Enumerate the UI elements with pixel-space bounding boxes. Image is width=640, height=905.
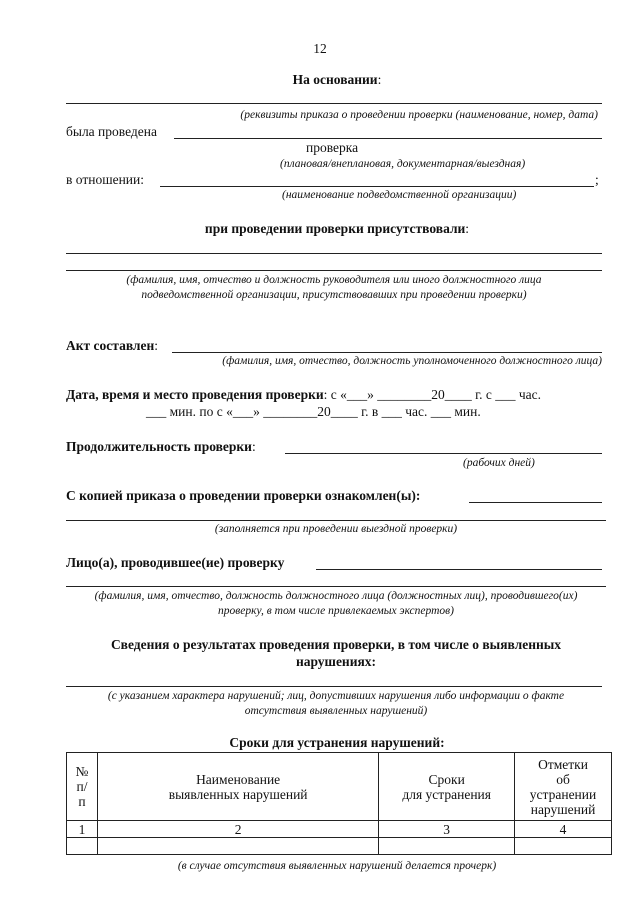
inspector-line-full (66, 586, 606, 587)
present-line-1 (66, 253, 602, 254)
conducted-label: была проведена (66, 124, 157, 139)
inspector-label: Лицо(а), проводившее(ие) проверку (66, 555, 285, 570)
basis-line (66, 103, 602, 104)
table-row (67, 838, 612, 855)
conducted-word: проверка (306, 140, 359, 155)
basis-caption: (реквизиты приказа о проведении проверки (наименование, номер, дата) (240, 109, 598, 121)
col-header-marks: Отметки об устранении нарушений (515, 753, 612, 821)
table-cell: 2 (97, 821, 378, 838)
violations-table (66, 752, 612, 855)
datetime-line-1: Дата, время и место проведения проверки: с «___» ________20____ г. с ___ час. (66, 387, 542, 402)
inspector-caption-2: проверку, в том числе привлекаемых экспертов) (218, 605, 454, 617)
present-caption-1: (фамилия, имя, отчество и должность руководителя или иного должностного лица (126, 274, 542, 286)
inspector-line (316, 569, 602, 570)
table-cell[interactable] (379, 838, 515, 855)
regarding-caption: (наименование подведомственной организации) (282, 189, 517, 201)
conducted-caption: (плановая/внеплановая, документарная/выездная) (280, 158, 526, 170)
act-caption: (фамилия, имя, отчество, должность уполномоченного должностного лица) (222, 355, 602, 367)
duration-label: Продолжительность проверки: (66, 439, 256, 454)
basis-heading: На основании: (292, 72, 382, 87)
table-cell: 4 (515, 821, 612, 838)
duration-caption: (рабочих дней) (463, 457, 535, 469)
order-copy-label: С копией приказа о проведении проверки ознакомлен(ы): (66, 488, 421, 503)
datetime-line-2: ___ мин. по с «___» ________20____ г. в ___ час. ___ мин. (146, 404, 481, 419)
results-line (66, 686, 602, 687)
col-header-number: № п/ п (67, 753, 98, 821)
present-caption-2: подведомственной организации, присутствовавших при проведении проверки) (141, 289, 527, 301)
duration-line (285, 453, 602, 454)
present-line-2 (66, 270, 602, 271)
table-cell: 3 (379, 821, 515, 838)
results-heading-2: нарушениях: (295, 654, 377, 669)
results-caption-1: (с указанием характера нарушений; лиц, допустивших нарушения либо информации о факте (107, 690, 565, 702)
regarding-semicolon: ; (595, 172, 599, 187)
regarding-line (160, 186, 594, 187)
col-header-term: Сроки для устранения (379, 753, 515, 821)
act-line (172, 352, 602, 353)
table-cell[interactable] (515, 838, 612, 855)
table-header-row (67, 753, 612, 821)
page-number: 12 (313, 41, 327, 56)
table-cell[interactable] (97, 838, 378, 855)
inspector-caption-1: (фамилия, имя, отчество, должность должностного лица (должностных лиц), проводившего(их) (94, 590, 578, 602)
col-header-name: Наименование выявленных нарушений (97, 753, 378, 821)
deadlines-footnote: (в случае отсутствия выявленных нарушений делается прочерк) (177, 860, 497, 872)
order-copy-line (469, 502, 602, 503)
results-caption-2: отсутствия выявленных нарушений) (244, 705, 428, 717)
results-heading-1: Сведения о результатах проведения проверки, в том числе о выявленных (110, 637, 562, 652)
act-label: Акт составлен: (66, 338, 159, 353)
table-numbering-row (67, 821, 612, 838)
order-copy-line-full (66, 520, 606, 521)
deadlines-heading: Сроки для устранения нарушений: (229, 735, 445, 750)
order-copy-caption: (заполняется при проведении выездной проверки) (214, 523, 458, 535)
conducted-line (174, 138, 602, 139)
table-cell[interactable] (67, 838, 98, 855)
present-heading: при проведении проверки присутствовали: (204, 221, 470, 236)
regarding-label: в отношении: (66, 172, 145, 187)
table-cell: 1 (67, 821, 98, 838)
